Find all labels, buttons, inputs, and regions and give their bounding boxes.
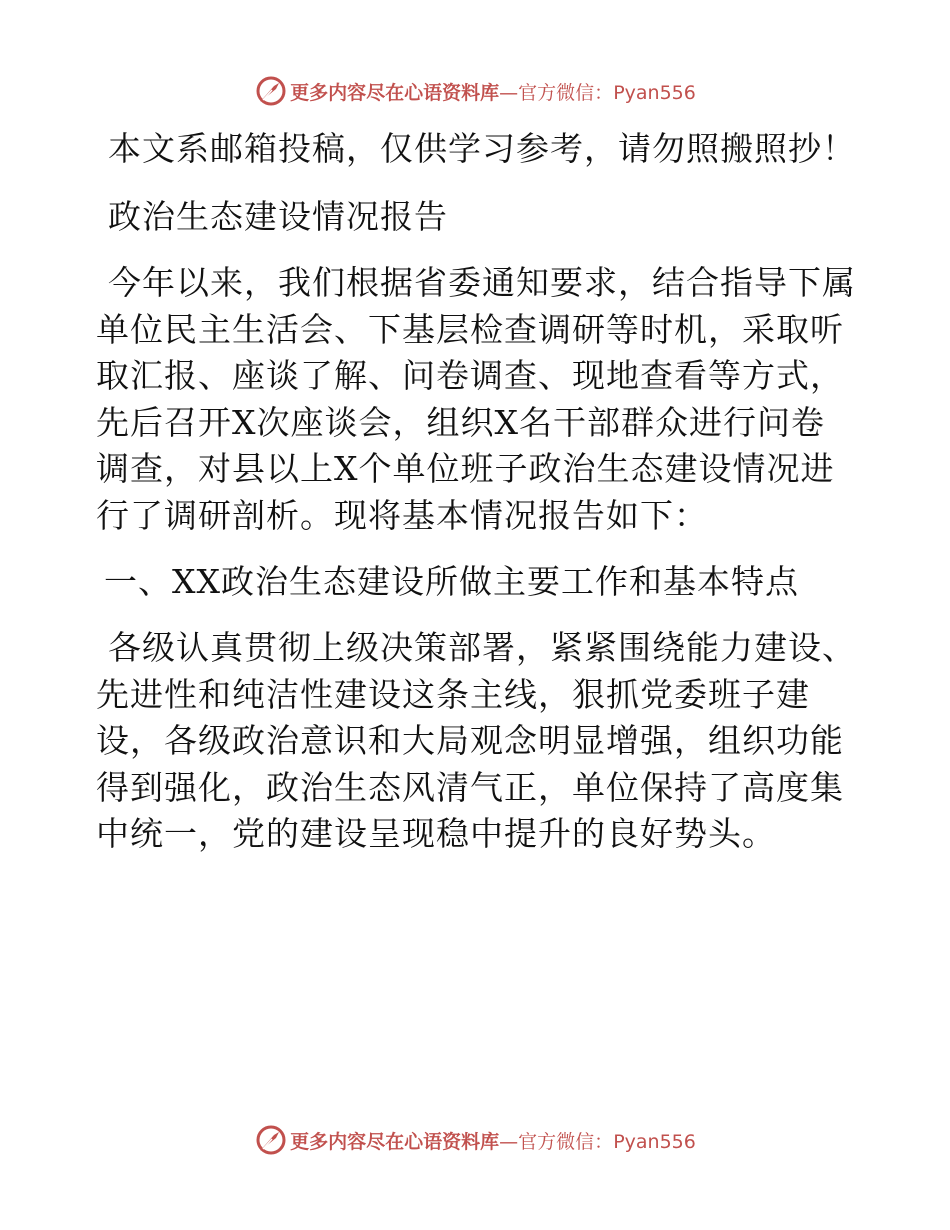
- banner-dash: —: [499, 81, 519, 104]
- banner-account: Pyan556: [613, 81, 696, 104]
- pen-nib-logo-icon: [254, 1123, 288, 1157]
- banner-slogan: 更多内容尽在心语资料库: [290, 81, 500, 104]
- banner-dash: —: [499, 1130, 519, 1153]
- pen-nib-logo-icon: [254, 74, 288, 108]
- banner-official-label: 官方微信：: [518, 81, 614, 104]
- intro-paragraph: 今年以来，我们根据省委通知要求，结合指导下属单位民主生活会、下基层检查调研等时机，采取听取汇报、座谈了解、问卷调查、现地查看等方式，先后召开X次座谈会，组织X名干部群众进行问卷调查，对县以上X个单位班子政治生态建设情况进行了调研剖析。现将基本情况报告如下：: [96, 263, 856, 535]
- banner-text: [290, 1127, 696, 1154]
- section-body-paragraph: 各级认真贯彻上级决策部署，紧紧围绕能力建设、先进性和纯洁性建设这条主线，狠抓党委班子建设，各级政治意识和大局观念明显增强，组织功能得到强化，政治生态风清气正，单位保持了高度集中统一，党的建设呈现稳中提升的良好势头。: [96, 628, 856, 853]
- banner-account: Pyan556: [613, 1130, 696, 1153]
- banner-text: [290, 78, 696, 105]
- footer-banner: [0, 1120, 950, 1160]
- document-title: 政治生态建设情况报告: [108, 197, 448, 236]
- notice-paragraph: 本文系邮箱投稿，仅供学习参考，请勿照搬照抄！: [108, 129, 856, 168]
- banner-slogan: 更多内容尽在心语资料库: [290, 1130, 500, 1153]
- banner-official-label: 官方微信：: [518, 1130, 614, 1153]
- document-body: [96, 126, 856, 858]
- section-heading: 一、XX政治生态建设所做主要工作和基本特点: [104, 562, 799, 601]
- header-banner: [0, 71, 950, 111]
